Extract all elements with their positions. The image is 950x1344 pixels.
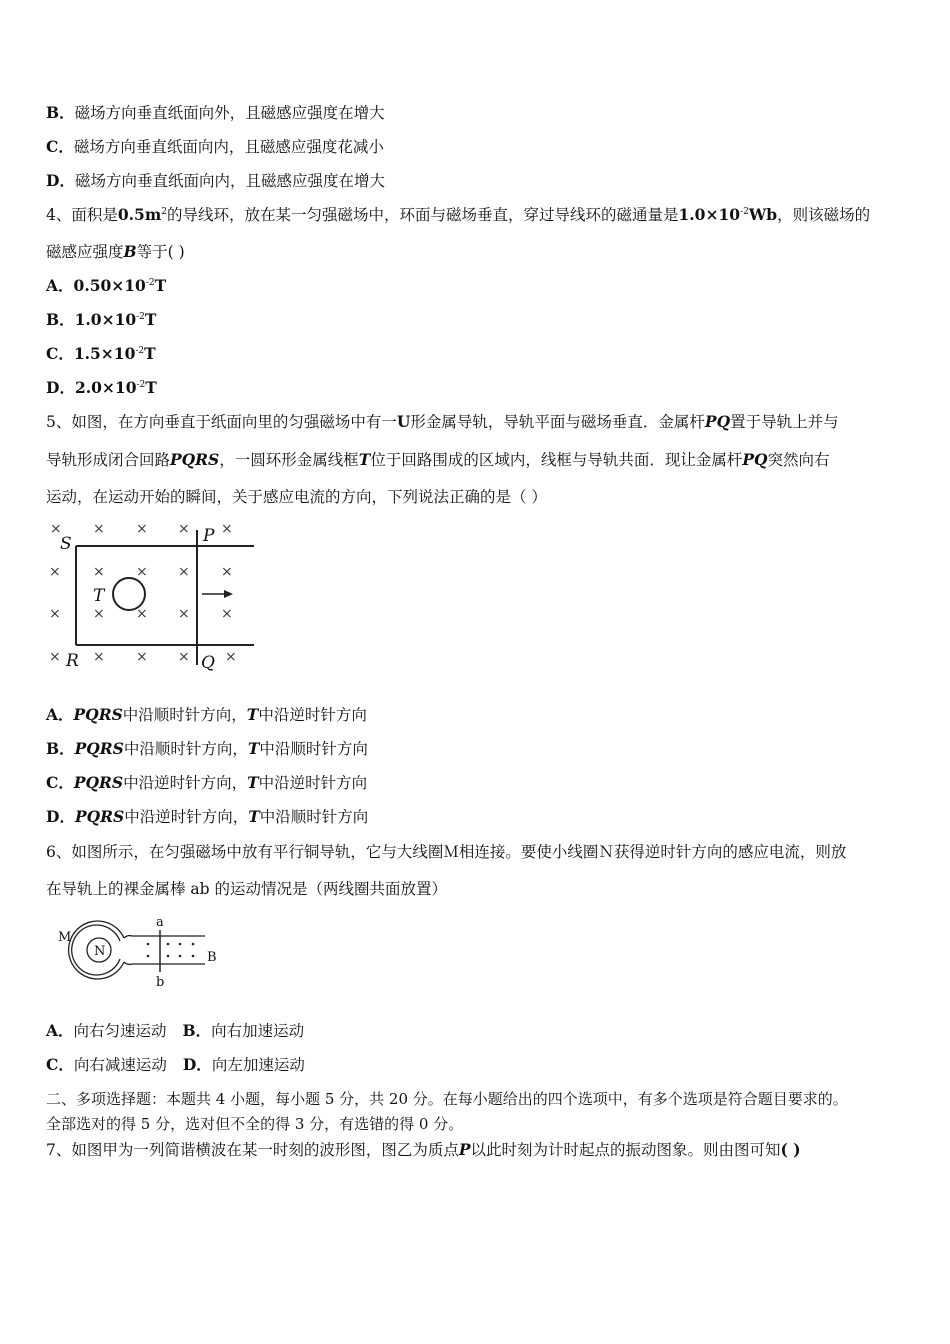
- field-cross: ×: [136, 606, 148, 622]
- q6-options-row2: C．向右减速运动 D．向左加速运动: [46, 1055, 305, 1074]
- field-cross: ×: [225, 649, 237, 665]
- field-cross: ×: [50, 521, 62, 537]
- q4-option-b: B．$1.0\times 10^{-2}T$: [46, 310, 157, 329]
- field-cross: ×: [221, 606, 233, 622]
- label-q: Q: [201, 653, 215, 673]
- label-m: M: [58, 930, 72, 945]
- q6-stem-line1: 6、如图所示，在匀强磁场中放有平行铜导轨，它与大线圈Ｍ相连接。要使小线圈Ｎ获得逆时针方向的感应电流，则放: [46, 843, 847, 861]
- q4-stem-line1: 4、面积是$0.5m^2$的导线环，放在某一匀强磁场中，环面与磁场垂直，穿过导线环的磁通量是$1.0\times 10^{-2}Wb$，则该磁场的: [46, 205, 871, 224]
- field-cross: ×: [178, 649, 190, 665]
- field-cross: ×: [93, 649, 105, 665]
- q6-options-row1: A．向右匀速运动 B．向右加速运动: [46, 1021, 305, 1040]
- field-cross: ×: [49, 564, 61, 580]
- field-cross: ×: [93, 606, 105, 622]
- q4-option-c: C．$1.5\times 10^{-2}T$: [46, 344, 156, 363]
- field-cross: ×: [221, 564, 233, 580]
- q3-option-d: D．磁场方向垂直纸面向内，且磁感应强度在增大: [46, 171, 385, 190]
- label-r: R: [66, 651, 79, 671]
- q7-stem: 7、如图甲为一列简谐横波在某一时刻的波形图，图乙为质点P以此时刻为计时起点的振动图象。则由图可知( ): [46, 1140, 801, 1159]
- field-cross: ×: [136, 564, 148, 580]
- label-p: P: [203, 526, 215, 546]
- field-cross: ×: [49, 606, 61, 622]
- q4-option-a: A．$0.50\times 10^{-2}T$: [46, 276, 167, 295]
- q3-option-c: C．磁场方向垂直纸面向内，且磁感应强度花减小: [46, 137, 384, 156]
- q6-stem-line2: 在导轨上的裸金属棒 ab 的运动情况是（两线圈共面放置）: [46, 880, 448, 898]
- label-b: b: [156, 975, 165, 990]
- field-cross: ×: [178, 606, 190, 622]
- label-n: N: [94, 944, 106, 959]
- q5-stem-line1: 5、如图，在方向垂直于纸面向里的匀强磁场中有一U形金属导轨，导轨平面与磁场垂直．金属杆PQ置于导轨上并与: [46, 412, 839, 431]
- q5-option-c: C．PQRS中沿逆时针方向，T中沿逆时针方向: [46, 773, 368, 792]
- q3-option-b: B．磁场方向垂直纸面向外，且磁感应强度在增大: [46, 103, 385, 122]
- rails: [132, 936, 205, 964]
- q5-stem-line3: 运动，在运动开始的瞬间，关于感应电流的方向，下列说法正确的是（ ）: [46, 488, 547, 506]
- field-cross: ×: [93, 521, 105, 537]
- q5-option-d: D．PQRS中沿逆时针方向，T中沿顺时针方向: [46, 807, 369, 826]
- q5-circuit-figure: [40, 514, 265, 674]
- field-cross: ×: [221, 521, 233, 537]
- q5-stem-line2: 导轨形成闭合回路PQRS，一圆环形金属线框T位于回路围成的区域内，线框与导轨共面．现让金属杆PQ突然向右: [46, 450, 830, 469]
- field-cross: ×: [178, 521, 190, 537]
- field-dots: [147, 943, 195, 958]
- label-t: T: [93, 586, 105, 606]
- field-cross: ×: [178, 564, 190, 580]
- section2-heading-line1: 二、多项选择题：本题共 4 小题，每小题 5 分，共 20 分。在每小题给出的四个选项中，有多个选项是符合题目要求的。: [46, 1090, 848, 1108]
- arrow-right-icon: [202, 590, 233, 598]
- q5-option-b: B．PQRS中沿顺时针方向，T中沿顺时针方向: [46, 739, 368, 758]
- q5-option-a: A．PQRS中沿顺时针方向，T中沿逆时针方向: [46, 705, 367, 724]
- q4-option-d: D．$2.0\times 10^{-2}T$: [46, 378, 157, 397]
- q4-stem-line2: 磁感应强度B等于( ): [46, 242, 185, 261]
- label-a: a: [156, 915, 164, 930]
- section2-heading-line2: 全部选对的得 5 分，选对但不全的得 3 分，有选错的得 0 分。: [46, 1115, 464, 1133]
- field-cross: ×: [49, 649, 61, 665]
- label-big-b: B: [207, 950, 217, 965]
- field-cross: ×: [93, 564, 105, 580]
- field-cross: ×: [136, 521, 148, 537]
- q6-coil-figure: [52, 914, 227, 994]
- field-cross: ×: [136, 649, 148, 665]
- label-s: S: [60, 534, 72, 554]
